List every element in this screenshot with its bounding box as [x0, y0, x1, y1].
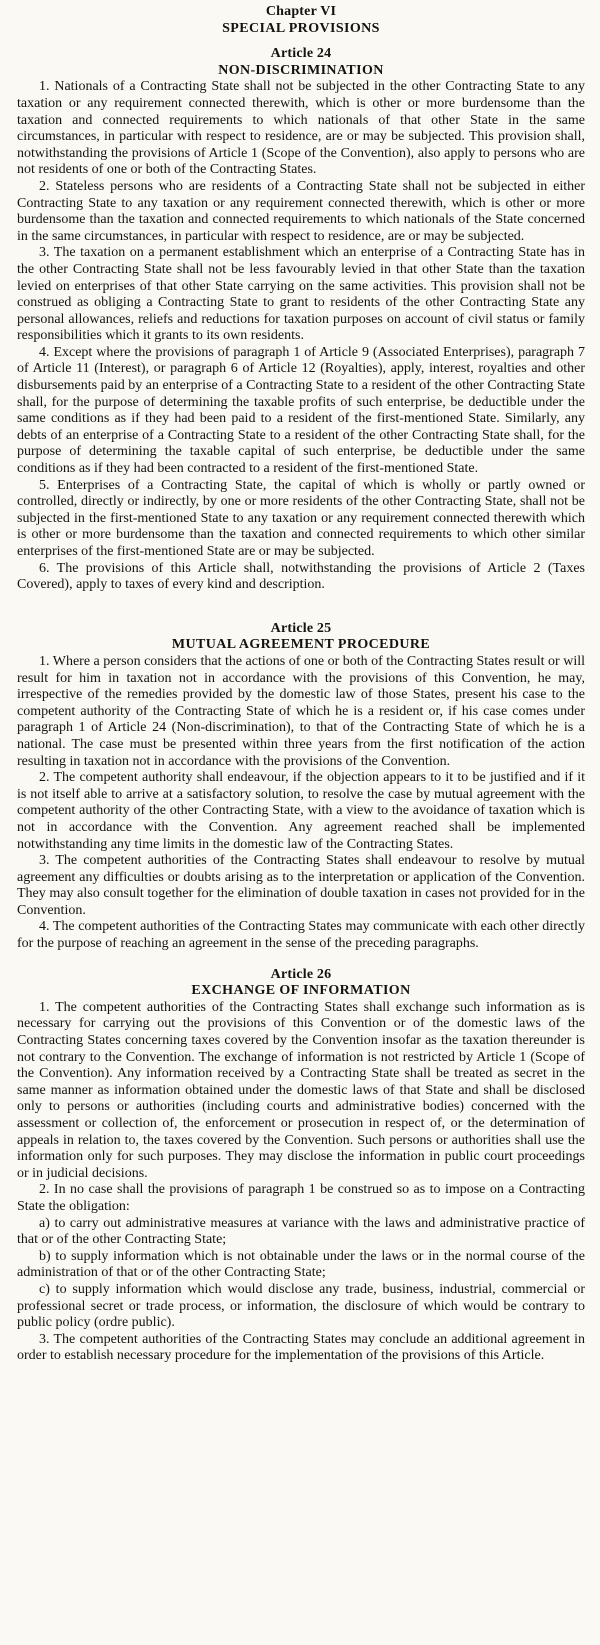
paragraph: 2. The competent authority shall endeavour, if the objection appears to it to be justified and if it is not itself able to arrive at a satisfactory solution, to resolve the case by mutual agreement with the competent authority of the other Contracting State, with a view to the avoidance of taxation which is not in accordance with the Convention. Any agreement reached shall be implemented notwithstanding any time limits in the domestic law of the Contracting States.: [17, 770, 585, 852]
paragraph-subitem-b: b) to supply information which is not obtainable under the laws or in the normal course of the administration of that or of the other Contracting State;: [17, 1248, 585, 1281]
paragraph: 1. Nationals of a Contracting State shall not be subjected in the other Contracting State to any taxation or any requirement connected therewith, which is other or more burdensome than the taxation and connected requirements to which nationals of that other State in the same circumstances, in particular with respect to residence, are or may be subjected. This provision shall, notwithstanding the provisions of Article 1 (Scope of the Convention), also apply to persons who are not residents of one or both of the Contracting States.: [17, 79, 585, 178]
paragraph: 1. The competent authorities of the Contracting States shall exchange such information as is necessary for carrying out the provisions of this Convention or of the domestic laws of the Contracting States concerning taxes covered by the Convention insofar as the taxation thereunder is not contrary to the Convention. The exchange of information is not restricted by Article 1 (Scope of the Convention). Any information received by a Contracting State shall be treated as secret in the same manner as information obtained under the domestic laws of that State and shall be disclosed only to persons or authorities (including courts and administrative bodies) concerned with the assessment or collection of, the enforcement or prosecution in respect of, or the determination of appeals in relation to, the taxes covered by the Convention. Such persons or authorities shall use the information only for such purposes. They may disclose the information in public court proceedings or in judicial decisions.: [17, 999, 585, 1181]
paragraph: 3. The competent authorities of the Contracting States may conclude an additional agreement in order to establish necessary procedure for the implementation of the provisions of this Article.: [17, 1331, 585, 1364]
article-number: Article 25: [270, 620, 332, 636]
article-24-body: [17, 79, 585, 593]
article-title: EXCHANGE OF INFORMATION: [191, 983, 411, 999]
paragraph: 2. Stateless persons who are residents of a Contracting State shall not be subjected in either Contracting State to any taxation or any requirement connected therewith, which is other or more burdensome than the taxation and connected requirements to which nationals of the State concerned in the same circumstances, in particular with respect to residence, are or may be subjected.: [17, 178, 585, 244]
article-25-section: [17, 621, 585, 953]
paragraph: 6. The provisions of this Article shall, notwithstanding the provisions of Article 2 (Taxes Covered), apply to taxes of every kind and description.: [17, 560, 585, 593]
article-26-heading: [17, 967, 585, 1000]
article-26-section: [17, 967, 585, 1365]
article-24-heading: [17, 46, 585, 79]
chapter-title: SPECIAL PROVISIONS: [222, 20, 380, 36]
article-26-body: [17, 1000, 585, 1365]
article-number: Article 26: [270, 966, 332, 982]
article-25-heading: [17, 621, 585, 654]
paragraph: 4. Except where the provisions of paragraph 1 of Article 9 (Associated Enterprises), paragraph 7 of Article 11 (Interest), or paragraph 6 of Article 12 (Royalties), apply, interest, royalties and other disbursements paid by an enterprise of a Contracting State to a resident of the other Contracting State shall, for the purpose of determining the taxable profits of such enterprise, be deductible under the same conditions as if they had been paid to a resident of the first-mentioned State. Similarly, any debts of an enterprise of a Contracting State to a resident of the other Contracting State shall, for the purpose of determining the taxable capital of such enterprise, be deductible under the same conditions as if they had been contracted to a resident of the first-mentioned State.: [17, 344, 585, 477]
article-25-body: [17, 654, 585, 953]
paragraph: 1. Where a person considers that the actions of one or both of the Contracting States result or will result for him in taxation not in accordance with the provisions of this Convention, he may, irrespective of the remedies provided by the domestic law of those States, present his case to the competent authority of the Contracting State of which he is a resident or, if his case comes under paragraph 1 of Article 24 (Non-discrimination), to that of the Contracting State of which he is a national. The case must be presented within three years from the first notification of the action resulting in taxation not in accordance with the provisions of the Convention.: [17, 653, 585, 769]
article-title: NON-DISCRIMINATION: [218, 62, 384, 78]
paragraph: 3. The taxation on a permanent establishment which an enterprise of a Contracting State has in the other Contracting State shall not be less favourably levied in that other State than the taxation levied on enterprises of that other State carrying on the same activities. This provision shall not be construed as obliging a Contracting State to grant to residents of the other Contracting State any personal allowances, reliefs and reductions for taxation purposes on account of civil status or family responsibilities which it grants to its own residents.: [17, 245, 585, 344]
chapter-label: Chapter VI: [265, 4, 337, 19]
paragraph: 3. The competent authorities of the Contracting States shall endeavour to resolve by mutual agreement any difficulties or doubts arising as to the interpretation or application of the Convention. They may also consult together for the elimination of double taxation in cases not provided for in the Convention.: [17, 853, 585, 918]
chapter-heading: [17, 4, 585, 37]
article-number: Article 24: [270, 46, 332, 62]
paragraph: 2. In no case shall the provisions of paragraph 1 be construed so as to impose on a Contracting State the obligation:: [17, 1182, 585, 1214]
article-24-section: [17, 46, 585, 594]
article-title: MUTUAL AGREEMENT PROCEDURE: [171, 637, 431, 653]
paragraph-subitem-c: c) to supply information which would disclose any trade, business, industrial, commercial or professional secret or trade process, or information, the disclosure of which would be contrary to public policy (ordre public).: [17, 1281, 585, 1331]
paragraph: 5. Enterprises of a Contracting State, the capital of which is wholly or partly owned or controlled, directly or indirectly, by one or more residents of the other Contracting State, shall not be subjected in the first-mentioned State to any taxation or any requirement connected therewith which is other or more burdensome than the taxation and connected requirements to which other similar enterprises of the first-mentioned State are or may be subjected.: [17, 477, 585, 559]
paragraph: 4. The competent authorities of the Contracting States may communicate with each other directly for the purpose of reaching an agreement in the sense of the preceding paragraphs.: [17, 919, 585, 952]
paragraph-subitem-a: a) to carry out administrative measures at variance with the laws and administrative practice of that or of the other Contracting State;: [17, 1215, 585, 1248]
